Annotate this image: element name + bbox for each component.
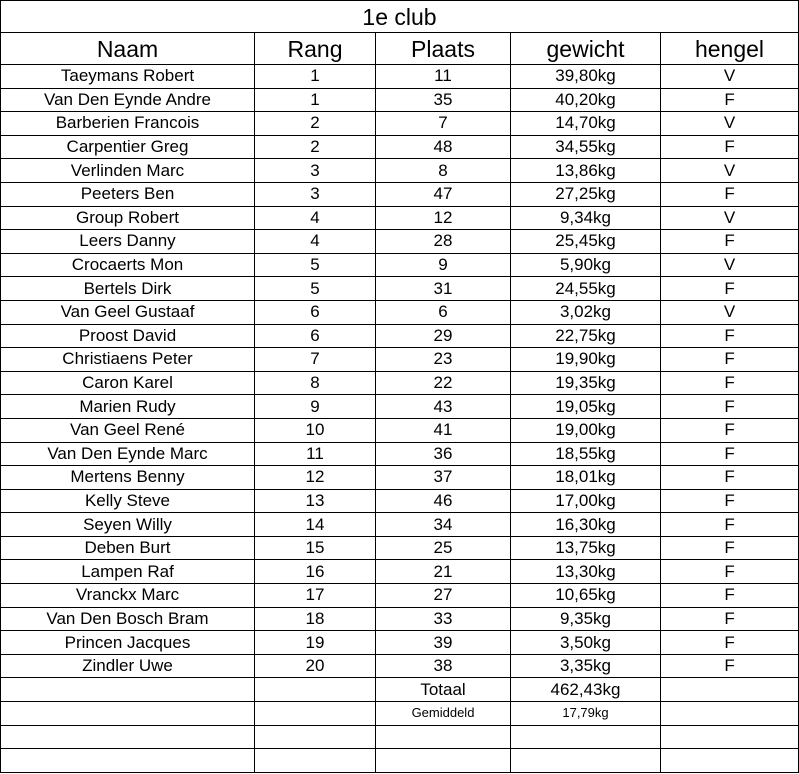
cell-rang: 6 xyxy=(255,300,376,324)
table-row xyxy=(1,159,799,183)
cell-hengel: F xyxy=(661,607,799,631)
cell-plaats: 43 xyxy=(376,395,511,419)
table-row xyxy=(1,300,799,324)
cell-gewicht: 3,50kg xyxy=(511,631,661,655)
cell-hengel: F xyxy=(661,631,799,655)
empty-cell xyxy=(255,725,376,749)
table-row xyxy=(1,489,799,513)
cell-rang: 3 xyxy=(255,182,376,206)
cell-hengel: F xyxy=(661,536,799,560)
cell-hengel: F xyxy=(661,88,799,112)
total-row xyxy=(1,678,799,702)
cell-gewicht: 13,30kg xyxy=(511,560,661,584)
table-row xyxy=(1,206,799,230)
cell-gewicht: 22,75kg xyxy=(511,324,661,348)
cell-naam: Van Den Eynde Marc xyxy=(1,442,255,466)
column-header-gewicht: gewicht xyxy=(511,33,661,65)
cell-hengel: F xyxy=(661,513,799,537)
empty-cell xyxy=(661,749,799,773)
cell-rang: 15 xyxy=(255,536,376,560)
cell-rang: 5 xyxy=(255,253,376,277)
title-row xyxy=(1,1,799,33)
cell-plaats: 31 xyxy=(376,277,511,301)
cell-rang: 18 xyxy=(255,607,376,631)
table-row xyxy=(1,135,799,159)
table-row xyxy=(1,253,799,277)
cell-plaats: 36 xyxy=(376,442,511,466)
cell-plaats: 12 xyxy=(376,206,511,230)
cell-naam: Lampen Raf xyxy=(1,560,255,584)
cell-hengel: F xyxy=(661,442,799,466)
cell-hengel: F xyxy=(661,466,799,490)
cell-naam: Marien Rudy xyxy=(1,395,255,419)
header-row xyxy=(1,33,799,65)
cell-rang: 19 xyxy=(255,631,376,655)
cell-hengel: F xyxy=(661,135,799,159)
cell-gewicht: 34,55kg xyxy=(511,135,661,159)
cell-plaats: 25 xyxy=(376,536,511,560)
cell-plaats: 23 xyxy=(376,348,511,372)
cell-rang: 2 xyxy=(255,135,376,159)
empty-cell xyxy=(661,702,799,726)
empty-row xyxy=(1,725,799,749)
cell-naam: Zindler Uwe xyxy=(1,654,255,678)
cell-naam: Kelly Steve xyxy=(1,489,255,513)
average-row-label: Gemiddeld xyxy=(376,702,511,726)
cell-gewicht: 25,45kg xyxy=(511,230,661,254)
cell-plaats: 7 xyxy=(376,112,511,136)
cell-naam: Princen Jacques xyxy=(1,631,255,655)
empty-cell xyxy=(255,702,376,726)
cell-naam: Leers Danny xyxy=(1,230,255,254)
cell-hengel: F xyxy=(661,182,799,206)
cell-naam: Verlinden Marc xyxy=(1,159,255,183)
table-row xyxy=(1,112,799,136)
cell-plaats: 6 xyxy=(376,300,511,324)
column-header-naam: Naam xyxy=(1,33,255,65)
cell-naam: Deben Burt xyxy=(1,536,255,560)
cell-gewicht: 19,05kg xyxy=(511,395,661,419)
cell-naam: Group Robert xyxy=(1,206,255,230)
cell-naam: Van Den Bosch Bram xyxy=(1,607,255,631)
cell-naam: Peeters Ben xyxy=(1,182,255,206)
table-row xyxy=(1,442,799,466)
cell-plaats: 47 xyxy=(376,182,511,206)
cell-gewicht: 39,80kg xyxy=(511,65,661,89)
table-row xyxy=(1,88,799,112)
table-row xyxy=(1,654,799,678)
table-row xyxy=(1,65,799,89)
cell-rang: 20 xyxy=(255,654,376,678)
cell-plaats: 38 xyxy=(376,654,511,678)
table-row xyxy=(1,324,799,348)
cell-naam: Vranckx Marc xyxy=(1,584,255,608)
table-row xyxy=(1,371,799,395)
table-row xyxy=(1,584,799,608)
cell-plaats: 11 xyxy=(376,65,511,89)
cell-rang: 14 xyxy=(255,513,376,537)
total-row-label: Totaal xyxy=(376,678,511,702)
cell-rang: 1 xyxy=(255,88,376,112)
cell-hengel: F xyxy=(661,654,799,678)
cell-naam: Van Geel René xyxy=(1,418,255,442)
cell-plaats: 8 xyxy=(376,159,511,183)
column-header-plaats: Plaats xyxy=(376,33,511,65)
cell-naam: Seyen Willy xyxy=(1,513,255,537)
cell-rang: 5 xyxy=(255,277,376,301)
cell-gewicht: 9,34kg xyxy=(511,206,661,230)
cell-hengel: V xyxy=(661,253,799,277)
table-row xyxy=(1,631,799,655)
cell-naam: Caron Karel xyxy=(1,371,255,395)
cell-gewicht: 5,90kg xyxy=(511,253,661,277)
cell-gewicht: 3,35kg xyxy=(511,654,661,678)
cell-rang: 17 xyxy=(255,584,376,608)
cell-gewicht: 19,90kg xyxy=(511,348,661,372)
cell-rang: 3 xyxy=(255,159,376,183)
average-row xyxy=(1,702,799,726)
cell-gewicht: 19,00kg xyxy=(511,418,661,442)
cell-gewicht: 18,01kg xyxy=(511,466,661,490)
cell-naam: Christiaens Peter xyxy=(1,348,255,372)
empty-cell xyxy=(376,725,511,749)
results-table-body xyxy=(1,1,799,773)
table-row xyxy=(1,466,799,490)
cell-naam: Barberien Francois xyxy=(1,112,255,136)
cell-gewicht: 13,75kg xyxy=(511,536,661,560)
table-row xyxy=(1,560,799,584)
cell-plaats: 37 xyxy=(376,466,511,490)
cell-hengel: F xyxy=(661,324,799,348)
cell-rang: 16 xyxy=(255,560,376,584)
sheet-title: 1e club xyxy=(1,1,799,33)
cell-rang: 2 xyxy=(255,112,376,136)
cell-hengel: V xyxy=(661,65,799,89)
cell-plaats: 21 xyxy=(376,560,511,584)
cell-naam: Carpentier Greg xyxy=(1,135,255,159)
empty-cell xyxy=(255,678,376,702)
cell-hengel: F xyxy=(661,371,799,395)
cell-naam: Bertels Dirk xyxy=(1,277,255,301)
cell-gewicht: 40,20kg xyxy=(511,88,661,112)
cell-gewicht: 17,00kg xyxy=(511,489,661,513)
cell-gewicht: 9,35kg xyxy=(511,607,661,631)
table-row xyxy=(1,277,799,301)
cell-rang: 12 xyxy=(255,466,376,490)
cell-plaats: 34 xyxy=(376,513,511,537)
cell-plaats: 22 xyxy=(376,371,511,395)
cell-plaats: 28 xyxy=(376,230,511,254)
cell-rang: 6 xyxy=(255,324,376,348)
cell-hengel: F xyxy=(661,560,799,584)
cell-rang: 4 xyxy=(255,230,376,254)
cell-hengel: F xyxy=(661,584,799,608)
empty-cell xyxy=(511,749,661,773)
cell-gewicht: 27,25kg xyxy=(511,182,661,206)
cell-hengel: F xyxy=(661,395,799,419)
empty-cell xyxy=(661,678,799,702)
cell-naam: Proost David xyxy=(1,324,255,348)
cell-rang: 9 xyxy=(255,395,376,419)
cell-plaats: 33 xyxy=(376,607,511,631)
cell-rang: 4 xyxy=(255,206,376,230)
cell-naam: Crocaerts Mon xyxy=(1,253,255,277)
cell-gewicht: 18,55kg xyxy=(511,442,661,466)
cell-plaats: 39 xyxy=(376,631,511,655)
cell-hengel: V xyxy=(661,206,799,230)
cell-gewicht: 14,70kg xyxy=(511,112,661,136)
table-row xyxy=(1,230,799,254)
cell-hengel: V xyxy=(661,112,799,136)
average-row-value: 17,79kg xyxy=(511,702,661,726)
cell-hengel: F xyxy=(661,489,799,513)
cell-hengel: V xyxy=(661,159,799,183)
table-row xyxy=(1,607,799,631)
cell-hengel: F xyxy=(661,418,799,442)
cell-rang: 11 xyxy=(255,442,376,466)
cell-rang: 1 xyxy=(255,65,376,89)
total-row-value: 462,43kg xyxy=(511,678,661,702)
cell-plaats: 48 xyxy=(376,135,511,159)
empty-cell xyxy=(255,749,376,773)
cell-plaats: 27 xyxy=(376,584,511,608)
empty-cell xyxy=(1,702,255,726)
cell-gewicht: 19,35kg xyxy=(511,371,661,395)
cell-rang: 7 xyxy=(255,348,376,372)
cell-gewicht: 16,30kg xyxy=(511,513,661,537)
cell-plaats: 29 xyxy=(376,324,511,348)
empty-cell xyxy=(511,725,661,749)
empty-cell xyxy=(1,678,255,702)
cell-plaats: 35 xyxy=(376,88,511,112)
cell-naam: Mertens Benny xyxy=(1,466,255,490)
table-row xyxy=(1,182,799,206)
table-row xyxy=(1,348,799,372)
empty-row xyxy=(1,749,799,773)
column-header-hengel: hengel xyxy=(661,33,799,65)
table-row xyxy=(1,418,799,442)
cell-gewicht: 24,55kg xyxy=(511,277,661,301)
cell-hengel: V xyxy=(661,300,799,324)
cell-plaats: 41 xyxy=(376,418,511,442)
cell-plaats: 9 xyxy=(376,253,511,277)
cell-gewicht: 10,65kg xyxy=(511,584,661,608)
table-row xyxy=(1,395,799,419)
cell-gewicht: 3,02kg xyxy=(511,300,661,324)
cell-plaats: 46 xyxy=(376,489,511,513)
cell-naam: Taeymans Robert xyxy=(1,65,255,89)
empty-cell xyxy=(1,749,255,773)
empty-cell xyxy=(376,749,511,773)
cell-hengel: F xyxy=(661,348,799,372)
empty-cell xyxy=(1,725,255,749)
cell-rang: 10 xyxy=(255,418,376,442)
cell-hengel: F xyxy=(661,230,799,254)
column-header-rang: Rang xyxy=(255,33,376,65)
cell-rang: 8 xyxy=(255,371,376,395)
cell-rang: 13 xyxy=(255,489,376,513)
table-row xyxy=(1,536,799,560)
table-row xyxy=(1,513,799,537)
cell-gewicht: 13,86kg xyxy=(511,159,661,183)
cell-naam: Van Den Eynde Andre xyxy=(1,88,255,112)
cell-naam: Van Geel Gustaaf xyxy=(1,300,255,324)
cell-hengel: F xyxy=(661,277,799,301)
empty-cell xyxy=(661,725,799,749)
